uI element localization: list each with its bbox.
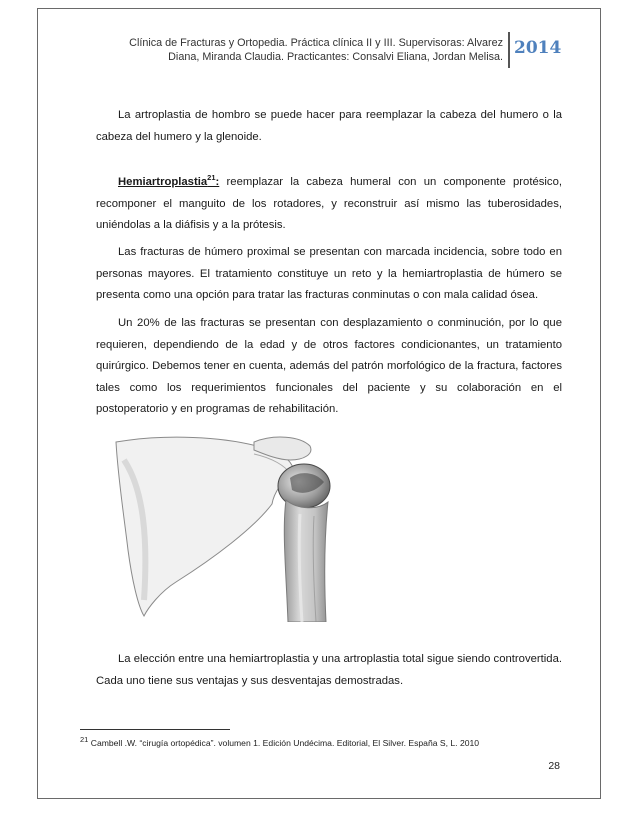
header-year: 2014 — [514, 38, 562, 58]
paragraph-intro: La artroplastia de hombro se puede hacer para reemplazar la cabeza del humero o la cabeza del humero y la glenoide. — [96, 109, 562, 143]
term-label: Hemiartroplastia — [118, 176, 208, 188]
footnote-text: Cambell .W. “cirugía ortopédica”. volumen 1. Edición Undécima. Editorial, El Silver. España S, L. 2010 — [88, 738, 480, 748]
paragraph-eleccion: La elección entre una hemiartroplastia y una artroplastia total sigue siendo controvertida. Cada uno tiene sus ventajas y sus desventajas demostradas. — [96, 653, 562, 687]
paragraph-desplazamiento: Un 20% de las fracturas se presentan con desplazamiento o conminución, por lo que requieren, dependiendo de la edad y de otros factores condicionantes, un tratamiento quirúrgico. Debemos tener en cuenta, además del patrón morfológico de la fractura, factores tales como los requerimientos funcionales del paciente y su colaboración en el postoperatorio y en programas de rehabilitación. — [96, 317, 562, 415]
header-text — [60, 36, 503, 64]
paragraph-hemiartroplastia — [96, 172, 562, 237]
paragraph-fracturas: Las fracturas de húmero proximal se presentan con marcada incidencia, sobre todo en personas mayores. El tratamiento constituye un reto y la hemiartroplastia de húmero se presenta como una opción para tratar las fracturas conminutas o con mala calidad ósea. — [96, 246, 562, 301]
footnote-number: 21 — [80, 735, 89, 745]
term-hemiartroplastia — [118, 173, 220, 188]
footnote — [80, 737, 570, 749]
footnote-ref[interactable]: 21 — [207, 173, 216, 183]
page-header — [60, 30, 590, 80]
header-line-1: Clínica de Fracturas y Ortopedia. Práctica clínica II y III. Supervisoras: Alvarez — [129, 37, 503, 49]
paragraph-hemiartroplastia-text: reemplazar la cabeza humeral con un componente protésico, recomponer el manguito de los rotadores, y reconstruir así mismo las tuberosidades, uniéndolas a la diáfisis y a la prótesis. — [96, 176, 562, 231]
humerus-shaft-shape — [284, 500, 328, 622]
shoulder-prosthesis-illustration — [104, 430, 344, 622]
footnote-divider — [80, 729, 230, 730]
header-line-2: Diana, Miranda Claudia. Practicantes: Consalvi Eliana, Jordan Melisa. — [168, 51, 503, 63]
page-number: 28 — [548, 760, 560, 772]
header-divider — [508, 32, 510, 68]
term-colon: : — [215, 176, 220, 188]
